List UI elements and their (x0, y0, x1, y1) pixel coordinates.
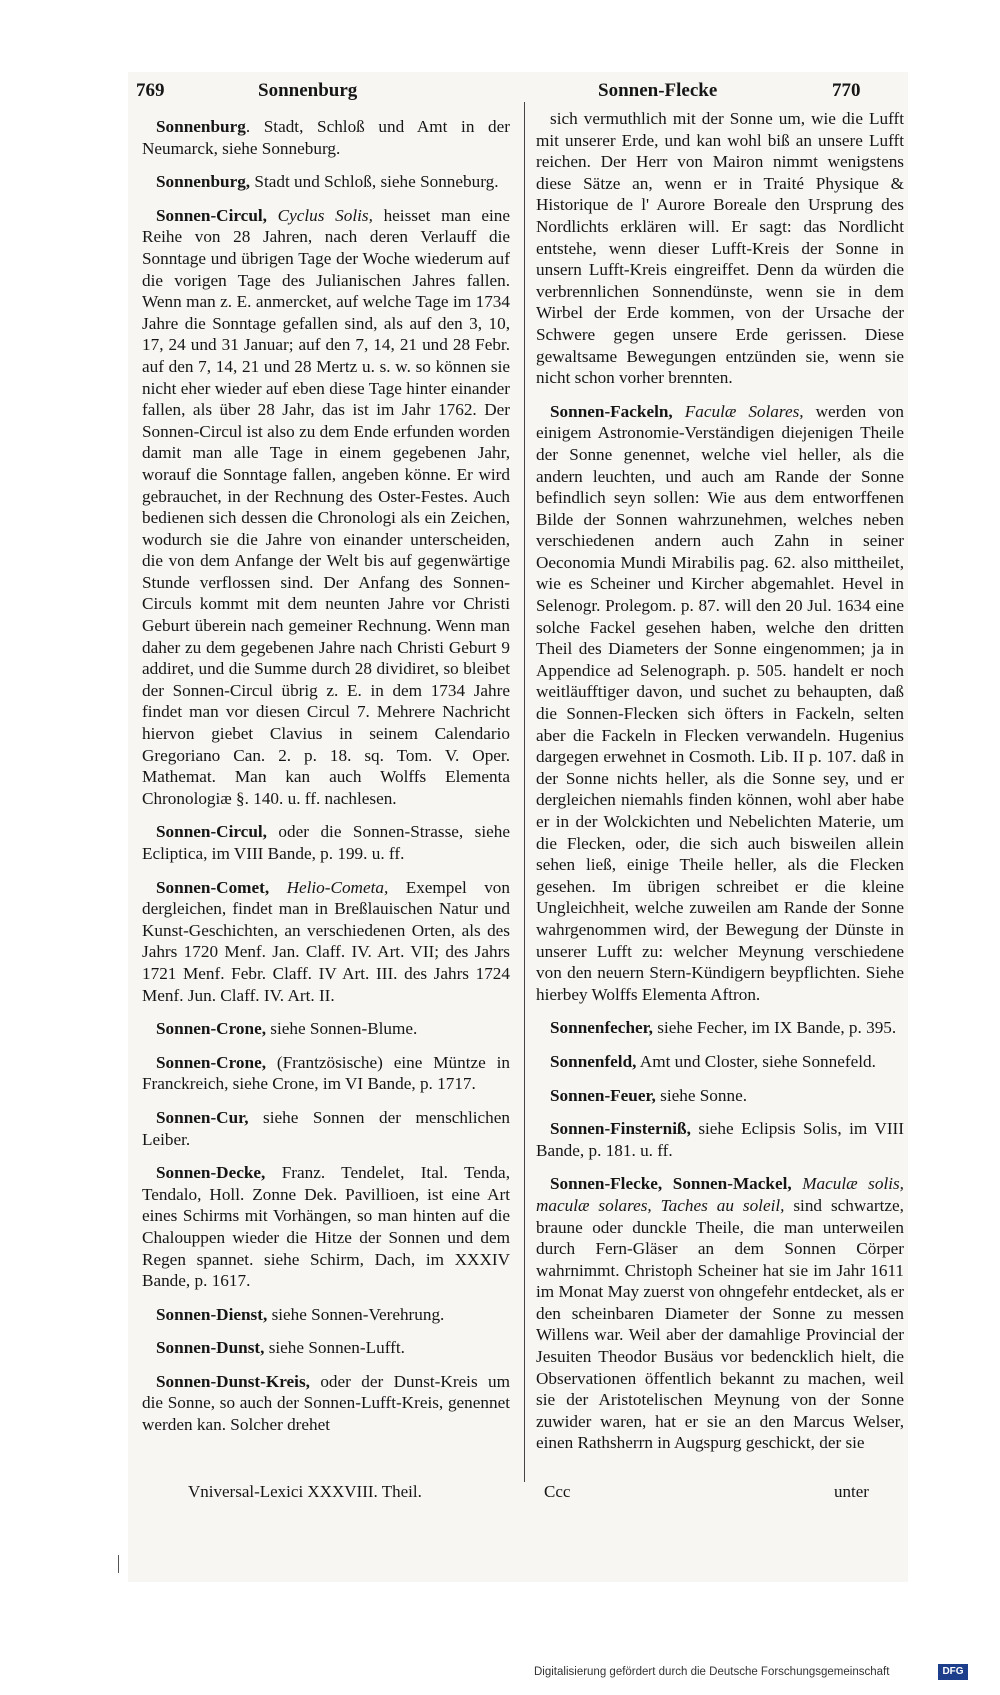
entry-headword: Sonnen-Flecke, Sonnen-Mackel, (550, 1174, 792, 1194)
entry-headword: Sonnen-Circul, (156, 205, 267, 225)
entry-text: oder die Sonnen-Strasse, siehe Ecliptica, im VIII Bande, p. 199. u. ff. (142, 822, 510, 863)
dictionary-entry (142, 1162, 510, 1292)
entry-text: siehe Sonnen-Lufft. (264, 1338, 405, 1358)
entry-text: siehe Eclipsis Solis, im VIII Bande, p. 181. u. ff. (536, 1119, 904, 1160)
entry-headword: Sonnen-Dunst, (156, 1338, 265, 1358)
dictionary-entry (536, 1118, 904, 1161)
entry-text: . Stadt, Schloß und Amt in der Neumarck, siehe Sonneburg. (142, 117, 510, 158)
entry-latin-term: Maculæ solis, maculæ solares, Taches au soleil, (536, 1174, 904, 1215)
dictionary-entry (536, 1017, 904, 1039)
dictionary-entry (536, 108, 904, 389)
running-title-right: Sonnen-Flecke (598, 80, 718, 101)
left-column (142, 116, 510, 1448)
entry-headword: Sonnen-Fackeln, (550, 401, 673, 421)
dictionary-entry (142, 205, 510, 810)
custos-mark: Ccc (544, 1482, 571, 1501)
entry-headword: Sonnen-Crone, (156, 1052, 266, 1072)
dictionary-entry (142, 877, 510, 1007)
entry-latin-term: Helio-Cometa, (269, 877, 389, 897)
entry-latin-term: Faculæ Solares, (672, 401, 804, 421)
page-number-left: 769 (136, 80, 165, 101)
entry-headword: Sonnen-Decke, (156, 1163, 266, 1183)
catchword: unter (834, 1482, 869, 1501)
entry-headword: Sonnen-Feuer, (550, 1085, 656, 1105)
dictionary-entry (536, 1173, 904, 1454)
entry-text: siehe Sonnen-Blume. (266, 1019, 418, 1039)
entry-text: (Frantzösische) eine Müntze in Franckreich, siehe Crone, im VI Bande, p. 1717. (142, 1052, 510, 1094)
entry-headword: Sonnen-Finsterniß, (550, 1119, 691, 1139)
entry-headword: Sonnen-Dienst, (156, 1304, 268, 1324)
entry-text: siehe Sonne. (655, 1085, 748, 1105)
scanned-page (128, 72, 908, 1582)
entry-headword: Sonnen-Cur, (156, 1107, 249, 1127)
page-number-right: 770 (832, 80, 861, 101)
entry-text: Exempel von dergleichen, findet man in Breßlauischen Natur und Kunst-Geschichten, an verschiedenen Orten, als des Jahrs 1720 Menf. Jan. Claff. IV. Art. VII; des Jahrs 1721 Menf. Febr. Claff. IV Art. III. des Jahrs 1724 Menf. Jun. Claff. IV. Art. II. (142, 877, 510, 1005)
entry-headword: Sonnenfeld, (550, 1051, 637, 1071)
running-title-left: Sonnenburg (258, 80, 358, 101)
signature-line: Vniversal-Lexici XXXVIII. Theil. (188, 1482, 422, 1501)
dictionary-entry (142, 1337, 510, 1359)
dictionary-entry (142, 1052, 510, 1095)
margin-mark (118, 1555, 119, 1573)
column-divider (524, 102, 525, 1482)
dictionary-entry (142, 116, 510, 159)
dictionary-entry (536, 401, 904, 1006)
entry-text: heisset man eine Reihe von 28 Jahren, nach deren Verlauff die Sonntage und übrigen Tage der Woche wiederum auf die vorigen Tage des Julianischen Jahres fallen. Wenn man z. E. anmercket, auf welche Tage im 1734 Jahre die Sonntage gefallen sind, als auf den 3, 10, 17, 24 und 31 Januar; auf den 7, 14, 21 und 28 Febr. auf den 7, 14, 21 und 28 Mertz u. s. w. so können sie nicht eher wieder auf eben diese Tage hinter einander fallen, als über 28 Jahr, das ist im Jahr 1762. Der Sonnen-Circul ist also zu dem Ende erfunden worden damit man alle Tage in einem gegebenen Jahr, worauf die Sonntage fallen, angeben könne. Er wird gebrauchet, in der Rechnung des Oster-Festes. Auch bedienen sich dessen die Chronologi als ein Zeichen, wodurch sie die Jahre von einander unterscheiden, die von dem Anfange der Welt bis auf gegenwärtige Stunde verflossen sind. Der Anfang des Sonnen-Circuls kommt mit dem neunten Jahre vor Christi Geburt überein nach gemeiner Rechnung. Wenn man daher zu dem gegebenen Jahre nach Christi Geburt 9 addiret, und die Summe durch 28 dividiret, so bleibet der Sonnen-Circul übrig z. E. in dem 1734 Jahre findet man vor diesen Circul 7. Mehrere Nachricht hiervon giebet Clavius in seinem Calendario Gregoriano Can. 2. p. 18. sq. Tom. V. Oper. Mathemat. Man kan auch Wolffs Elementa Chronologiæ §. 140. u. ff. nachlesen. (142, 205, 511, 808)
dictionary-entry (142, 1107, 510, 1150)
dictionary-entry (142, 821, 510, 864)
entry-text: sind schwartze, braune oder dunckle Theile, die man unterweilen durch Fern-Gläser an dem Sonnen Cörper wahrnimmt. Christoph Scheiner hat sie im Jahr 1611 im Monat May zuerst von ohngefehr entdecket, als er den scheinbaren Diameter der Sonne zu messen Willens war. Weil aber der damahlige Provincial der Jesuiten Theodor Busäus vor bedencklich hielt, die Observationen öffentlich bekannt zu machen, weil sie der Aristotelischen Meynung von der Sonne zuwider waren, hat er sie an den Marcus Welser, einen Rathsherrn in Augspurg geschickt, der sie (536, 1195, 904, 1453)
entry-headword: Sonnenburg (156, 117, 246, 136)
entry-headword: Sonnenburg, (156, 172, 251, 192)
dictionary-entry (142, 1304, 510, 1326)
entry-text: oder der Dunst-Kreis um die Sonne, so auch der Sonnen-Lufft-Kreis, genennet werden kan. Solcher drehet (142, 1371, 510, 1435)
dfg-logo: DFG (938, 1664, 968, 1680)
entry-text: Amt und Closter, siehe Sonnefeld. (636, 1051, 876, 1071)
entry-text: siehe Sonnen-Verehrung. (267, 1304, 445, 1324)
entry-text: siehe Sonnen der menschlichen Leiber. (142, 1107, 510, 1149)
dictionary-entry (536, 1085, 904, 1107)
entry-headword: Sonnen-Dunst-Kreis, (156, 1371, 310, 1391)
dictionary-entry (142, 1018, 510, 1040)
digitization-credit: Digitalisierung gefördert durch die Deutsche Forschungsgemeinschaft (534, 1666, 890, 1678)
entry-headword: Sonnen-Crone, (156, 1019, 266, 1039)
entry-text: siehe Fecher, im IX Bande, p. 395. (652, 1018, 897, 1038)
right-column (536, 108, 904, 1466)
entry-headword: Sonnenfecher, (550, 1018, 653, 1038)
entry-headword: Sonnen-Comet, (156, 877, 270, 897)
entry-text: sich vermuthlich mit der Sonne um, wie die Lufft mit unserer Erde, und kan wohl biß an unsere Lufft reichen. Der Herr von Mairon nimmt wenigstens diese Sätze an, wenn er in Traité Physique & Historique de l' Aurore Boreale den Ursprung des Nordlichts erklären will. Er sagt: das Nordlicht entstehe, wenn dieser Lufft-Kreis der Sonne in unsern Lufft-Kreis eingreiffet. Denn da würden die verbrennlichen Sonnendünste, wenn sie in dem Wirbel der Erde kommen, von der Ursache der Schwere gegen unsere Erde gerissen. Diese gewaltsame Bewegungen entzünden sie, wenn sie nicht schon vorher brennten. (536, 109, 904, 388)
dictionary-entry (536, 1051, 904, 1073)
entry-headword: Sonnen-Circul, (156, 822, 267, 842)
entry-latin-term: Cyclus Solis, (266, 205, 373, 225)
dictionary-entry (142, 171, 510, 193)
entry-text: werden von einigem Astronomie-Verständigen diejenigen Theile der Sonne genennet, welche viel heller, als die andern leuchten, und auch am Rande der Sonne befindlich seyn sollen: Wie aus dem entworffenen Bilde der Sonnen wahrzunehmen, welches neben verschiedenen andern auch Zahn in seiner Oeconomia Mundi Mirabilis pag. 62. also mittheilet, wie es Scheiner und Kircher abgemahlet. Hevel in Selenogr. Prolegom. p. 87. will den 20 Jul. 1634 eine solche Fackel gesehen haben, welche den dritten Theil des Diameters der Sonne eingenommen; ja in Appendice ad Selenograph. p. 505. handelt er noch weitläufftiger davon, und suchet zu behaupten, daß die Sonnen-Flecken sich öfters in Fackeln, selten aber die Fackeln in Flecken verwandeln. Hugenius dargegen erwehnet in Cosmoth. Lib. II p. 107. daß in der Sonne nichts heller, als die Sonne sey, und er dergleichen niemahls finden können, wohl aber habe er in der Wolckichten und Nebelichten Materie, um die Flecken, oder, die sich auch bisweilen allein sehen ließ, einige Theile heller, als die Flecken gesehen. Im übrigen schreibet er die kleine Ungleichheit, welche zuweilen am Rande der Sonne wahrgenommen wird, der Bewegung der Dünste in unserer Lufft zu: welcher Meynung verschiedene von den neuern Stern-Kündigern beypflichten. Siehe hierbey Wolffs Elementa Aftron. (536, 401, 904, 1004)
entry-text: Franz. Tendelet, Ital. Tenda, Tendalo, Holl. Zonne Dek. Pavillioen, ist eine Art eines Schirms mit Vorhängen, so man hinten auf die Chalouppen wieder die Hitze der Sonnen und dem Regen spannet. siehe Schirm, Dach, im XXXIV Bande, p. 1617. (142, 1163, 510, 1291)
dictionary-entry (142, 1371, 510, 1436)
entry-text: Stadt und Schloß, siehe Sonneburg. (250, 172, 499, 192)
